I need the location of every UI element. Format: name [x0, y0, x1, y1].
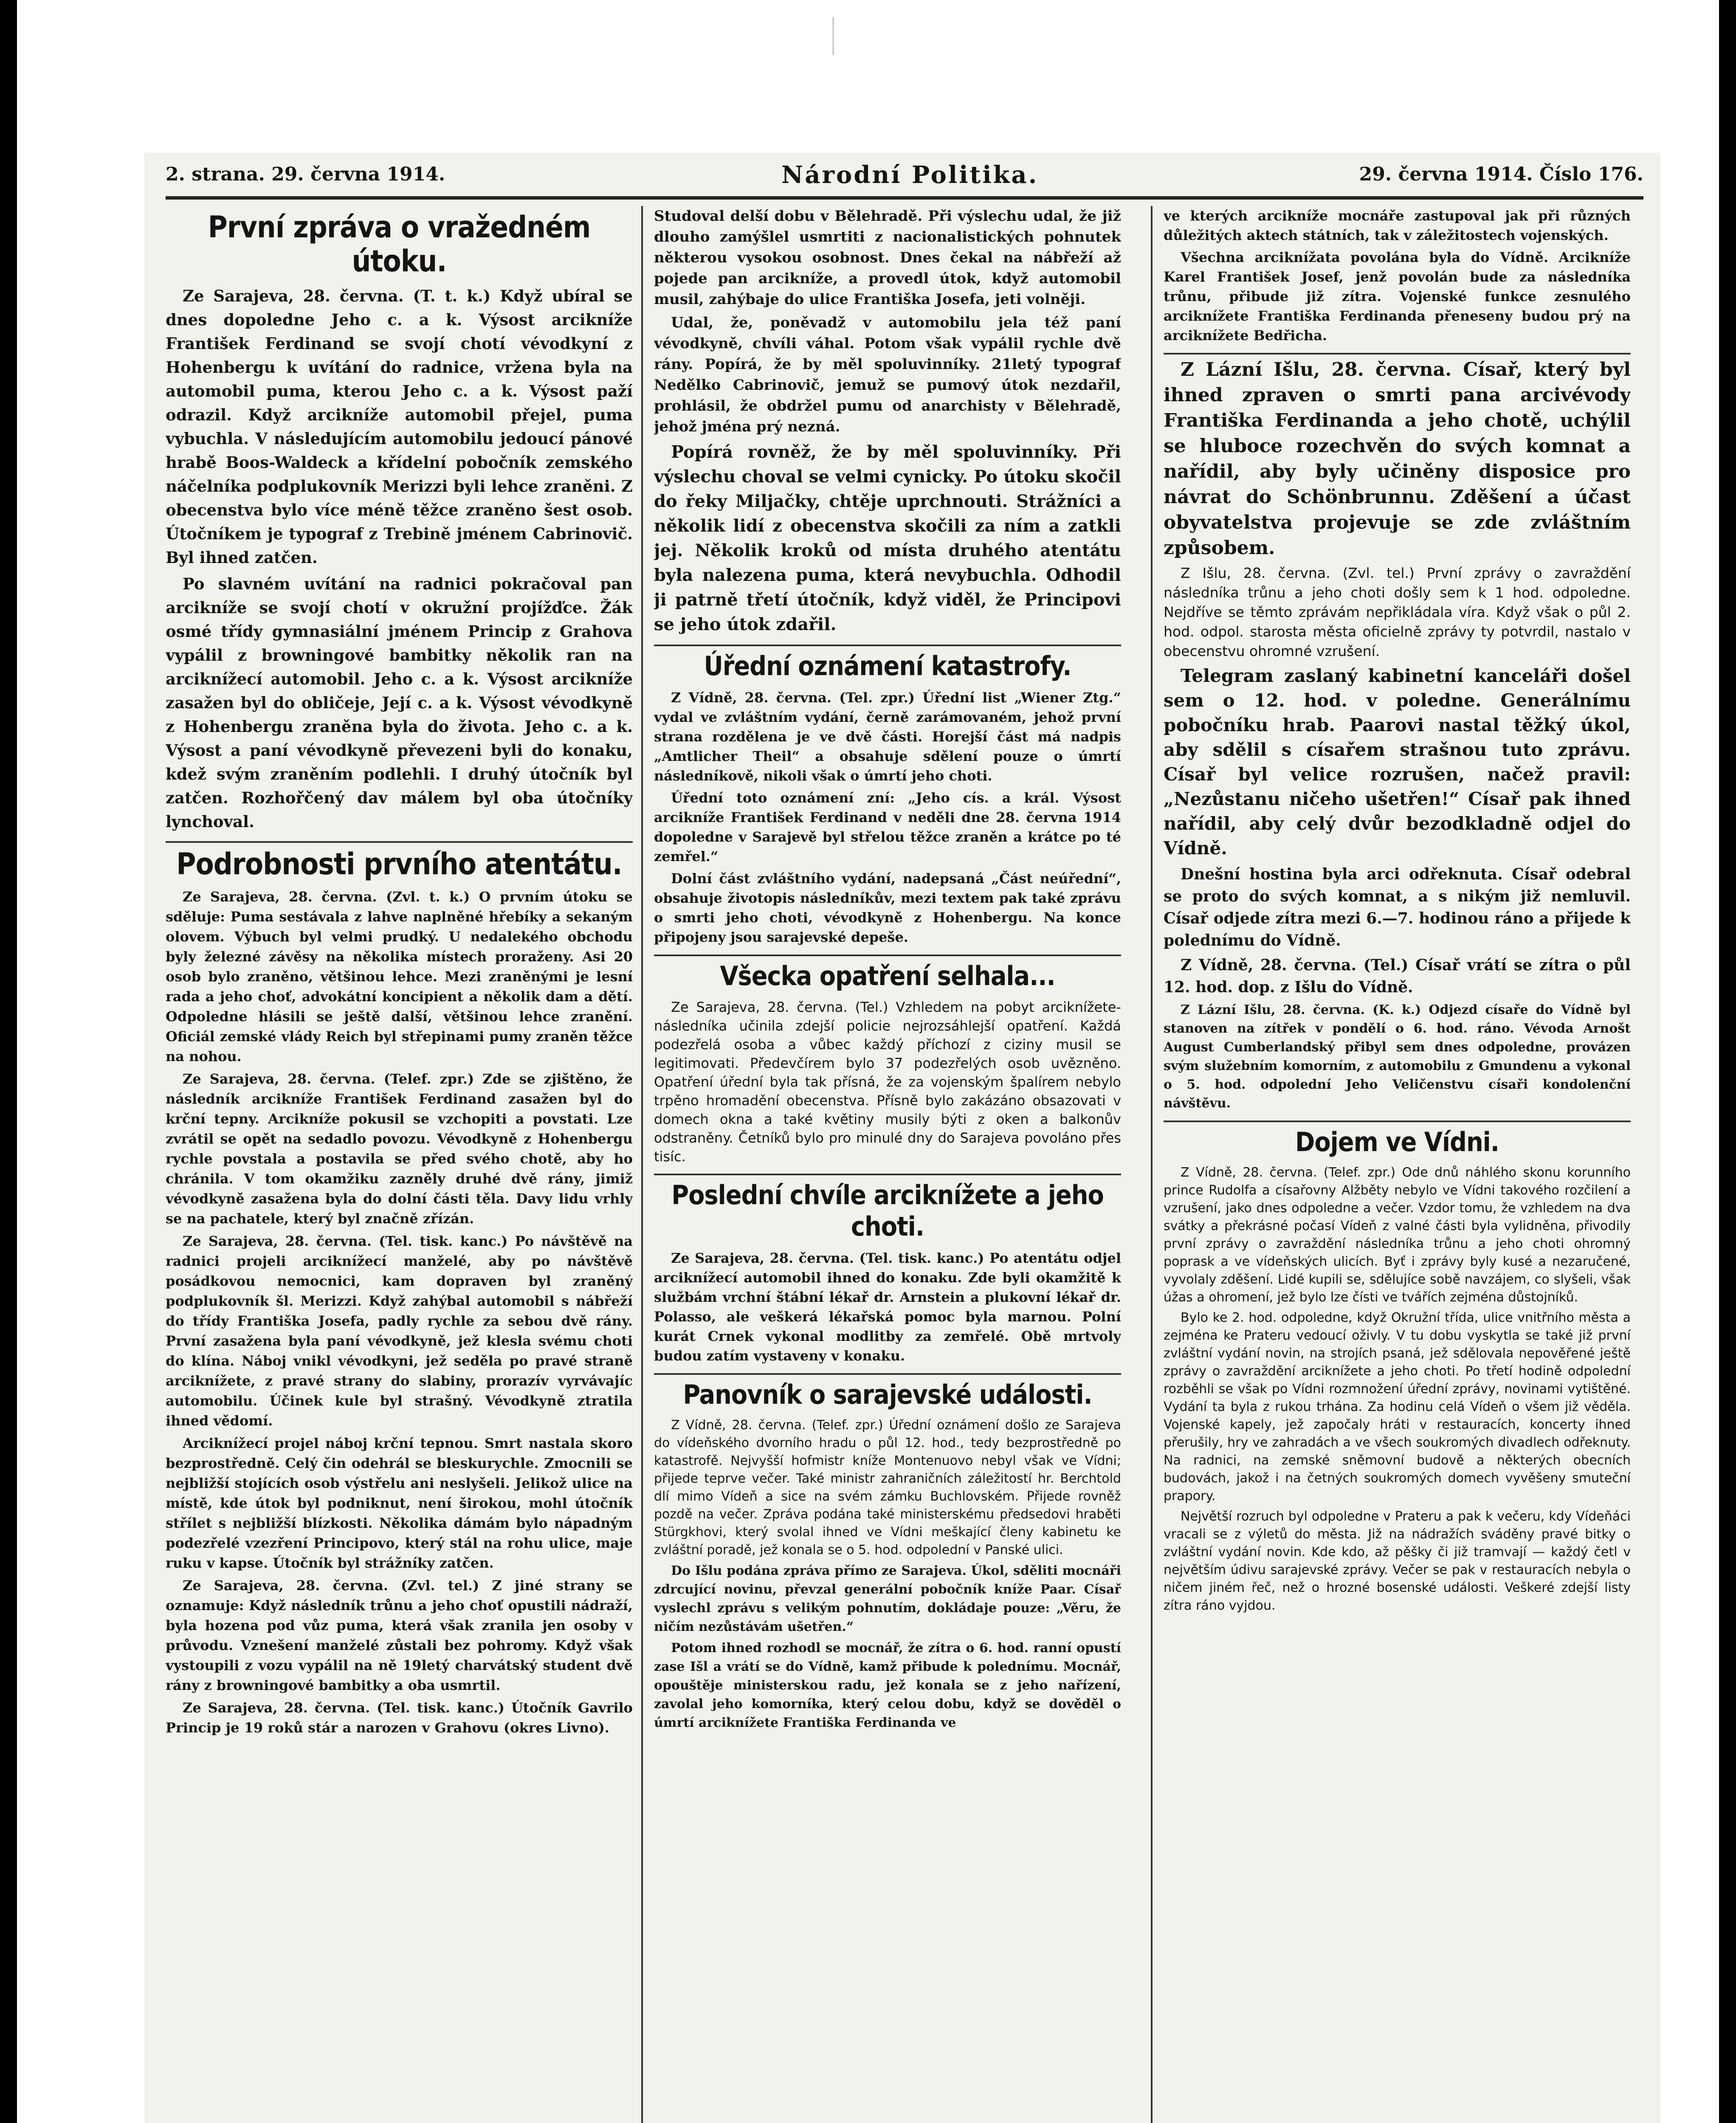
- article-paragraph: Ze Sarajeva, 28. června. (Tel. tisk. kanc.) Po návštěvě na radnici projeli arciknížecí manželé, aby po návštěvě posádkovou nemocnici, kam dopraven byl zraněný podplukovník šl. Merizzi. Když zahýbal automobil s nábřeží do třídy Františka Josefa, padly rychle za sebou dvě rány. První zasažena byla paní vévodkyně, jež klesla svému choti do klína. Náboj vnikl vévodkyni, jež seděla po pravé straně arciknížete, z pravé strany do slabiny, prorazív vyrvávajíc automobilu. Účinek kule byl strašný. Vévodkyně ztratila ihned vědomí.: [166, 1233, 633, 1429]
- article-paragraph: Studoval delší dobu v Bělehradě. Při výslechu udal, že již dlouho zamýšlel usmrtiti z nacionalistických pohnutek některou vysokou osobnost. Dnes čekal na nábřeží až pojede pan arcikníže, a provedl útok, když automobil musil, zahýbaje do ulice Františka Josefa, jeti volněji.: [654, 208, 1121, 308]
- article-headline: Podrobnosti prvního atentátu.: [176, 847, 622, 881]
- article-headline: První zpráva o vražedném útoku.: [208, 210, 591, 279]
- article-paragraph: Ze Sarajeva, 28. června. (Zvl. tel.) Z jiné strany se oznamuje: Když následník trůnu a jeho choť opustili nádraží, byla hozena pod vůz puma, která však zranila jen osoby v průvodu. Vznešení manželé zůstali bez pohromy. Když však vystoupili z vozu vypálil na ně 19letý charvátský student dvě rány z browningové bambitky a oba usmrtil.: [166, 1577, 633, 1693]
- article-headline: Všecka opatření selhala...: [720, 960, 1055, 991]
- article: [654, 960, 1121, 1166]
- article-paragraph: Z Vídně, 28. června. (Tel.) Císař vrátí se zítra o půl 12. hod. dop. z Išlu do Vídně.: [1164, 956, 1631, 996]
- article-paragraph: Z Vídně, 28. června. (Telef. zpr.) Úřední oznámení došlo ze Sarajeva do vídeňského dvorního hradu o půl 12. hod., tedy bezprostředně po katastrofě. Nejvyšší hofmistr kníže Montenuovo nebyl však ve Vídni; přijede teprve večer. Také ministr zahraničních záležitostí hr. Berchtold dlí mimo Vídeň a sice na svém zámku Buchlovském. Přijede rovněž pozdě na večer. Zpráva podána také ministerskému předsedovi hraběti Stürgkhovi, který svolal ihned ve Vídni meškající členy kabinetu ke zvláštní poradě, jež konala se o 5. hod. odpolední v Panské ulici.: [654, 1418, 1121, 1557]
- article-paragraph: Popírá rovněž, že by měl spoluvinníky. Při výslechu choval se velmi cynicky. Po útoku skočil do řeky Miljačky, chtěje uprchnouti. Strážníci a několik lidí z obecenstva skočili za ním a zatkli jej. Několik kroků od místa druhého atentátu byla nalezena puma, která nevybuchla. Odhodil ji patrně třetí útočník, když viděl, že Principovi se jeho útok zdařil.: [654, 442, 1121, 634]
- article-separator: [654, 1373, 1121, 1375]
- article-headline: Dojem ve Vídni.: [1295, 1126, 1499, 1157]
- page-date-right: 29. června 1914. Číslo 176.: [1359, 163, 1643, 185]
- article: [654, 1379, 1121, 1732]
- article-paragraph: Největší rozruch byl odpoledne v Prateru a pak k večeru, kdy Vídeňáci vracali se z výletů do města. Již na nádražích sváděny pravé bitky o zvláštní vydání novin. Kde kdo, až pěšky či již tramvají — každý četl v největším údivu sarajevské zprávy. Večer se pak v restauracích nebyla o ničem jiném řeč, než o hrozné bosenské události. Veškeré zdejší listy zítra ráno vyjdou.: [1164, 1509, 1631, 1613]
- article-paragraph: Potom ihned rozhodl se mocnář, že zítra o 6. hod. ranní opustí zase Išl a vrátí se do Vídně, kamž přibude k polednímu. Mocnář, opouštěje ministerskou radu, jež konala se z jeho nařízení, zavolal jeho komorníka, který celou dobu, když se dověděl o úmrtí arciknížete Františka Ferdinanda ve: [654, 1641, 1121, 1730]
- article: [1164, 206, 1631, 345]
- article: [654, 1180, 1121, 1366]
- article: [166, 847, 633, 1738]
- newspaper-title: Národní Politika.: [781, 161, 1039, 189]
- article: [1164, 1126, 1631, 1615]
- column-divider: [641, 206, 643, 2123]
- article-paragraph: Dolní část zvláštního vydání, nadepsaná „Část neúřední“, obsahuje životopis následníkův, mezi textem pak také zprávu o smrti jeho choti, vévodkyně z Hohenbergu. Na konce připojeny jsou sarajevské depeše.: [654, 870, 1121, 945]
- article-paragraph: Z Lázní Išlu, 28. června. (K. k.) Odjezd císaře do Vídně byl stanoven na zítřek v pondělí o 6. hod. ráno. Vévoda Arnošt August Cumberlandský přibyl sem dnes odpoledne, provázen svým služebním komorním, z automobilu z Gmundenu a vykonal o 5. hod. odpolední Jeho Veličenstvu císaři kondolenční návštěvu.: [1164, 1002, 1631, 1111]
- article-paragraph: Ze Sarajeva, 28. června. (T. t. k.) Když ubíral se dnes dopoledne Jeho c. a k. Výsost arcikníže František Ferdinand se svojí chotí vévodkyní z Hohenbergu k uvítání do radnice, vržena byla na automobil puma, kterou Jeho c. a k. Výsost paží odrazil. Když arcikníže automobil přejel, puma vybuchla. V následujícím automobilu jedoucí pánové hrabě Boos-Waldeck a křídelní pobočník zemského náčelníka podplukovník Merizzi byli lehce zraněni. Z obecenstva bylo více méně těžce zraněno šest osob. Útočníkem je typograf z Trebině jménem Cabrinovič. Byl ihned zatčen.: [166, 287, 633, 567]
- column-3: [1164, 206, 1631, 2123]
- article: [654, 650, 1121, 947]
- article-separator: [654, 645, 1121, 646]
- article-paragraph: Z Išlu, 28. června. (Zvl. tel.) První zprávy o zavraždění následníka trůnu a jeho choti došly sem k 1 hod. odpoledne. Nejdříve se těmto zprávám nepřikládala víra. Když však o půl 2. hod. odpol. starosta města oficielně zprávy ty potvrdil, nastalo v obecenstvu ohromné vzrušení.: [1164, 565, 1631, 659]
- scan-edge-left: [0, 0, 17, 2123]
- article-paragraph: ve kterých arcikníže mocnáře zastupoval jak při různých důležitých aktech státních, tak v záležitostech vojenských.: [1164, 208, 1631, 243]
- article-paragraph: Ze Sarajeva, 28. června. (Tel. tisk. kanc.) Po atentátu odjel arciknížecí automobil ihned do konaku. Zde byli okamžitě k službám vrchní štábní lékař dr. Arnstein a plukovní lékař dr. Polasso, ale veškerá lékařská pomoc byla marnou. Polní kurát Crnek vykonal modlitby za zemřelé. Obě mrtvoly budou zatím vystaveny v konaku.: [654, 1250, 1121, 1364]
- masthead: [166, 163, 1643, 189]
- article-paragraph: Udal, že, poněvadž v automobilu jela též paní vévodkyně, chvíli váhal. Potom však vypálil rychle dvě rány. Popírá, že by měl spoluvinníky. 21letý typograf Nedělko Cabrinovič, jemuž se pumový útok nezdařil, prohlásil, že obdržel pumu od anarchisty v Bělehradě, jehož jména prý nezná.: [654, 314, 1121, 435]
- article: [1164, 357, 1631, 1113]
- article-paragraph: Všechna arciknížata povolána byla do Vídně. Arcikníže Karel František Josef, jenž povolán bude za následníka trůnu, přibude již zítra. Vojenské funkce zesnulého arciknížete Františka Ferdinanda přeneseny budou prý na arciknížete Bedřicha.: [1164, 249, 1631, 344]
- article-separator: [1164, 353, 1631, 355]
- article-paragraph: Ze Sarajeva, 28. června. (Tel. tisk. kanc.) Útočník Gavrilo Princip je 19 roků stár a narozen v Grahovu (okres Livno).: [166, 1700, 633, 1736]
- column-2: [654, 206, 1121, 2123]
- scan-edge-right: [1719, 0, 1736, 2123]
- fold-mark: [832, 17, 860, 55]
- article-paragraph: Dnešní hostina byla arci odřeknuta. Císař odebral se proto do svých komnat, a s nikým již nemluvil. Císař odjede zítra mezi 6.—7. hodinou ráno a přijede k polednímu do Vídně.: [1164, 865, 1631, 949]
- article-paragraph: Z Vídně, 28. června. (Telef. zpr.) Ode dnů náhlého skonu korunního prince Rudolfa a císařovny Alžběty nebylo ve Vídni takového rozčilení a vzrušení, jako dnes odpoledne a večer. Vzdor tomu, že vzhledem na dva svátky a překrásné počasí Vídeň z valné části byla vylidněna, přivodily první zprávy o zavraždění následníka trůnu a jeho choti ohromný poprask a ve vídeňských ulicích. Byť i zprávy byly kusé a nezaručené, vyvolaly zděšení. Lidé kupili se, sdělujíce sobě navzájem, co slyšeli, však úžas a ohromení, jež bylo lze čísti ve tvářích zejména důstojníků.: [1164, 1165, 1631, 1305]
- page-date-left: 2. strana. 29. června 1914.: [166, 163, 445, 185]
- article-paragraph: Ze Sarajeva, 28. června. (Telef. zpr.) Zde se zjištěno, že následník arcikníže František Ferdinand zasažen byl do krční tepny. Arcikníže pokusil se vzchopiti a povstati. Lze zvrátil se opět na sedadlo povozu. Vévodkyně z Hohenbergu rychle povstala a postavila se před svého chotě, aby ho chránila. V tom okamžiku zazněly druhé dvě rány, jimiž vévodkyně zasažena byla do dolní části těla. Davy lidu vrhly se na pachatele, který byl značně zřízán.: [166, 1071, 633, 1227]
- article-separator: [166, 841, 633, 843]
- article-separator: [654, 1174, 1121, 1175]
- article-paragraph: Po slavném uvítání na radnici pokračoval pan arcikníže se svojí chotí v okružní projížďce. Žák osmé třídy gymnasiální jménem Princip z Grahova vypálil z browningové bambitky několik ran na arciknížecí automobil. Jeho c. a k. Výsost arcikníže zasažen byl do obličeje, Její c. a k. Výsost vévodkyně z Hohenbergu zraněna byla do života. Jeho c. a k. Výsost a paní vévodkyně převezeni byli do konaku, kdež svým zraněním podlehli. I druhý útočník byl zatčen. Rozhořčený dav málem byl oba útočníky lynchoval.: [166, 574, 633, 831]
- masthead-rule: [166, 196, 1643, 200]
- article-headline: Úřední oznámení katastrofy.: [704, 650, 1071, 681]
- article-paragraph: Telegram zaslaný kabinetní kanceláři došel sem o 12. hod. v poledne. Generálnímu pobočníku hrab. Paarovi nastal těžký úkol, aby sdělil s císařem strašnou tuto zprávu. Císař byl velice rozrušen, načež pravil: „Nezůstanu ničeho ušetřen!“ Císař pak ihned nařídil, aby celý dvůr bezodkladně odjel do Vídně.: [1164, 665, 1631, 859]
- article-separator: [654, 955, 1121, 956]
- article-paragraph: Ze Sarajeva, 28. června. (Zvl. t. k.) O prvním útoku se sděluje: Puma sestávala z lahve naplněné hřebíky a sekaným olovem. Výbuch byl velmi prudký. U nedalekého obchodu byly železné závěsy na několika místech proraženy. Asi 20 osob bylo zraněno, většinou lehce. Mezi zraněnými je lesní rada a jeho choť, advokátní koncipient a několik dam a dětí. Odpoledne hlásili se ještě další, většinou lehce zranění. Oficiál zemské vlády Reich byl střepinami pumy zraněn těžce na nohou.: [166, 889, 633, 1064]
- article-paragraph: Do Išlu podána zpráva přímo ze Sarajeva. Úkol, sděliti mocnáři zdrcující novinu, převzal generální pobočník kníže Paar. Císař vyslechl zprávu s velikým pohnutím, dokládaje pouze: „Věru, že ničím nezůstávám ušetřen.“: [654, 1563, 1121, 1634]
- article-separator: [1164, 1121, 1631, 1122]
- article-paragraph: Úřední toto oznámení zní: „Jeho cís. a král. Výsost arcikníže František Ferdinand v neděli dne 28. června 1914 dopoledne v Sarajevě byl střelou těžce zraněn a krátce po té zemřel.“: [654, 790, 1121, 864]
- article: [166, 210, 633, 833]
- column-divider: [1151, 206, 1153, 2123]
- column-1: [166, 206, 633, 2123]
- article-paragraph: Z Vídně, 28. června. (Tel. zpr.) Úřední list „Wiener Ztg.“ vydal ve zvláštním vydání, černě zarámovaném, jehož první strana rozdělena je ve dvě části. Horejší část má nadpis „Amtlicher Theil“ a obsahuje sdělení pouze o úmrtí následníkově, nikoli však o úmrtí jeho choti.: [654, 690, 1121, 784]
- article: [654, 206, 1121, 637]
- article-paragraph: Arciknížecí projel náboj krční tepnou. Smrt nastala skoro bezprostředně. Celý čin odehrál se bleskurychle. Zmocnili se nejbližší stojících osob výstřelu ani neslyšeli. Jelikož ulice na místě, kde útok byl podniknut, není širokou, mohl útočník střílet s nejbližší blízkosti. Několika dámám bylo nápadným podezřelé vzezření Principovo, který stál na rohu ulice, maje ruku v kapse. Útočník byl strážníky zatčen.: [166, 1435, 633, 1571]
- article-paragraph: Z Lázní Išlu, 28. června. Císař, který byl ihned zpraven o smrti pana arcivévody Františka Ferdinanda a jeho chotě, uchýlil se hluboce rozechvěn do svých komnat a nařídil, aby byly učiněny disposice pro návrat do Schönbrunnu. Zděšení a účast obyvatelstva projevuje se zde zvláštním způsobem.: [1164, 359, 1631, 559]
- article-headline: Panovník o sarajevské události.: [683, 1379, 1092, 1410]
- article-paragraph: Ze Sarajeva, 28. června. (Tel.) Vzhledem na pobyt arciknížete-následníka učinila zdejší policie nejrozsáhlejší opatření. Každá podezřelá osoba a vůbec každý příchozí z ciziny musil se legitimovati. Předevčírem bylo 37 podezřelých osob uvězněno. Opatření úřední byla tak přísná, že za vojenským špalírem nebylo trpěno hromadění obecenstva. Přísně bylo zakázáno obsazovati v domech okna a také květiny musily býti z oken a balkonův odstraněny. Četníků bylo pro minulé dny do Sarajeva povoláno přes tisíc.: [654, 999, 1121, 1165]
- article-paragraph: Bylo ke 2. hod. odpoledne, když Okružní třída, ulice vnitřního města a zejména ke Prateru vedoucí oživly. V tu dobu vyskytla se také již první zvláštní vydání novin, na strojích psaná, jež sdělovala nepověřené ještě zprávy o zavraždění arciknížete a jeho choti. Po třetí hodině odpolední rozběhli se však po Vídni rozmnožení úřední zprávy, novinami vytištěné. Vydání ta byla z rukou trhána. Za hodinu celá Vídeň o všem již věděla. Vojenské kapely, jež započaly hráti v restauracích, koncerty ihned přerušily, hry ve zahradách a ve všech soukromých divadlech odřeknuty. Na radnici, na zemské sněmovní budově a některých obecních budovách, jakož i na četných soukromých domech vyvěšeny smuteční prapory.: [1164, 1310, 1631, 1504]
- article-headline: Poslední chvíle arciknížete a jeho choti.: [671, 1180, 1104, 1242]
